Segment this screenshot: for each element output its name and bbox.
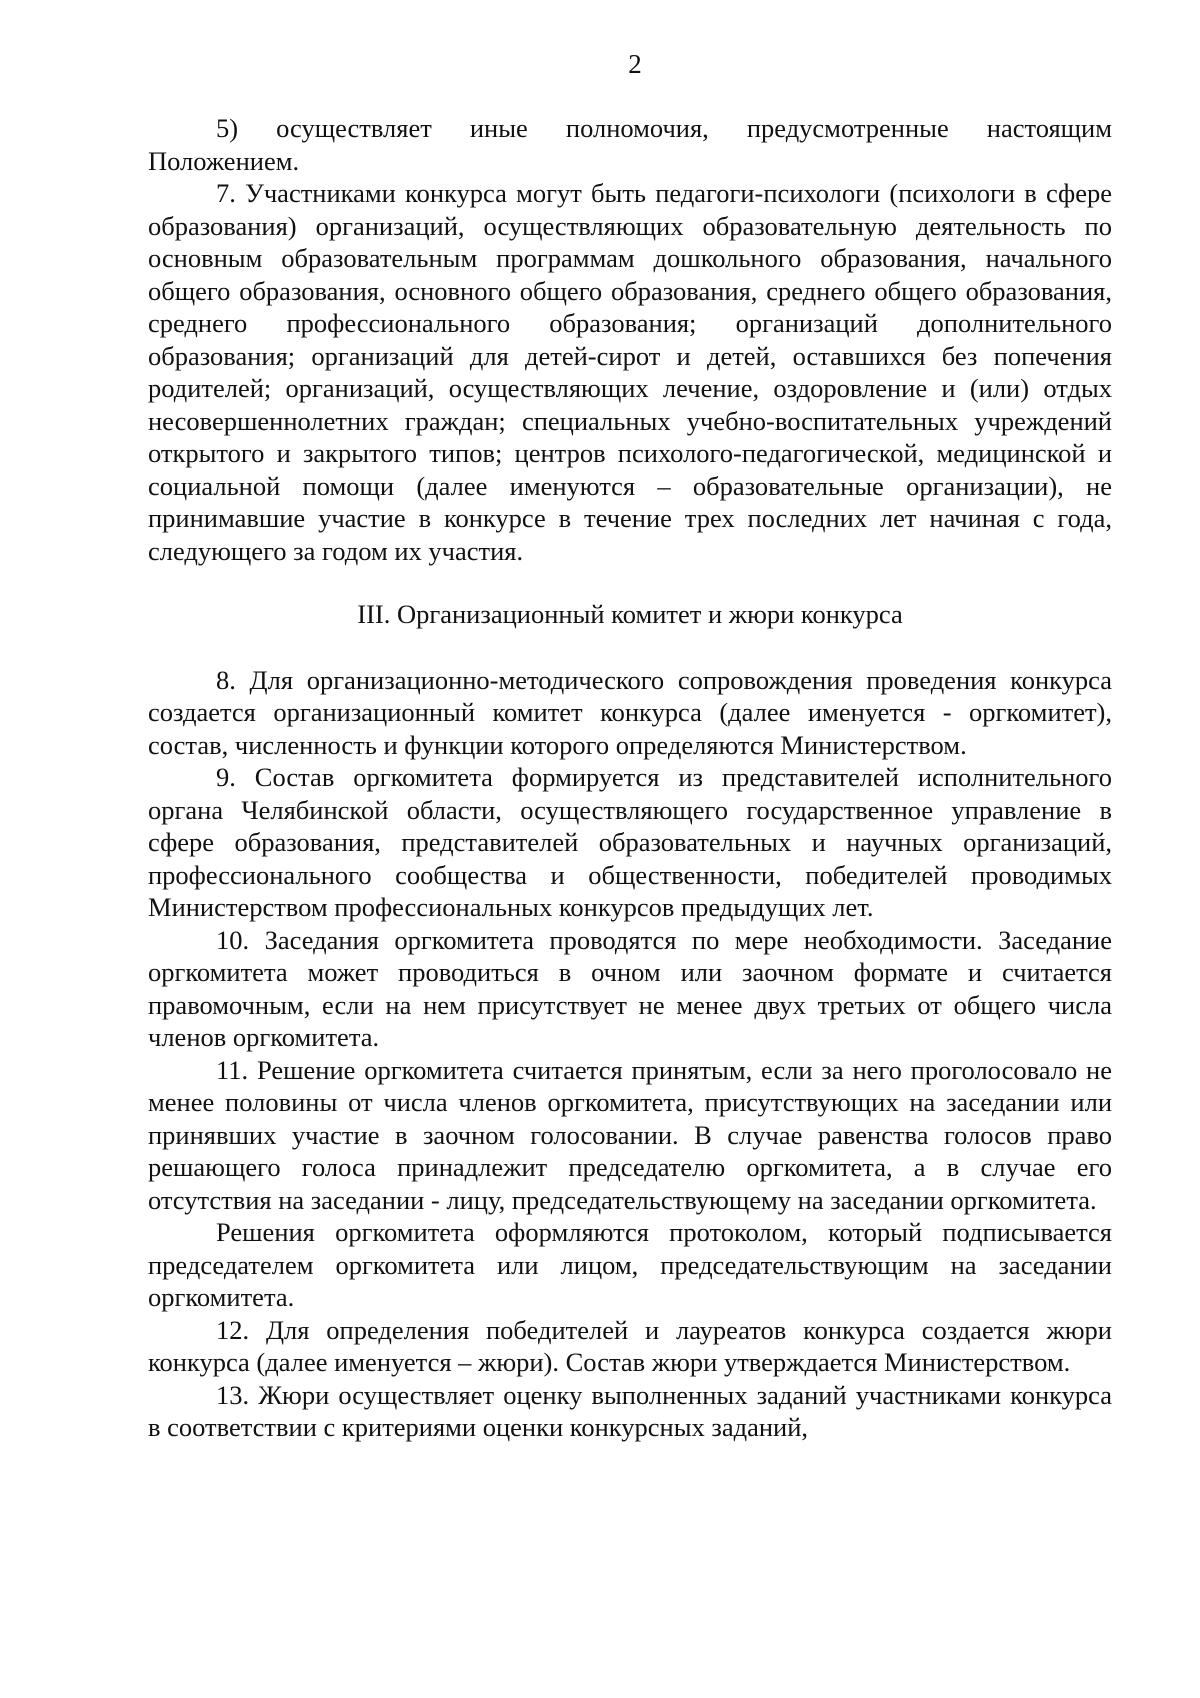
paragraph-decisions-protocol: Решения оргкомитета оформляются протоколом, который подписывается председателем оргкомитета или лицом, председательствующим на заседании оргкомитета. <box>148 1217 1112 1312</box>
section-heading: III. Организационный комитет и жюри конкурса <box>357 599 903 629</box>
page-number: 2 <box>628 49 642 79</box>
paragraph-item-12: 12. Для определения победителей и лауреатов конкурса создается жюри конкурса (далее именуется – жюри). Состав жюри утверждается Министерством. <box>148 1314 1112 1377</box>
paragraph-item-9: 9. Состав оргкомитета формируется из представителей исполнительного органа Челябинской области, осуществляющего государственное управление в сфере образования, представителей образовательных и научных организаций, профессионального сообщества и общественности, победителей проводимых Министерством профессиональных конкурсов предыдущих лет. <box>148 762 1112 922</box>
paragraph-item-7: 7. Участниками конкурса могут быть педагоги-психологи (психологи в сфере образования) организаций, осуществляющих образовательную деятельность по основным образовательным программам дошкольного образования, начального общего образования, основного общего образования, среднего общего образования, среднего профессионального образования; организаций дополнительного образования; организаций для детей-сирот и детей, оставшихся без попечения родителей; организаций, осуществляющих лечение, оздоровление и (или) отдых несовершеннолетних граждан; специальных учебно-воспитательных учреждений открытого и закрытого типов; центров психолого-педагогической, медицинской и социальной помощи (далее именуются – образовательные организации), не принимавшие участие в конкурсе в течение трех последних лет начиная с года, следующего за годом их участия. <box>148 178 1112 566</box>
paragraph-item-5: 5) осуществляет иные полномочия, предусмотренные настоящим Положением. <box>148 113 1112 176</box>
paragraph-item-11: 11. Решение оргкомитета считается принятым, если за него проголосовало не менее половины от числа членов оргкомитета, присутствующих на заседании или принявших участие в заочном голосовании. В случае равенства голосов право решающего голоса принадлежит председателю оргкомитета, а в случае его отсутствия на заседании - лицу, председательствующему на заседании оргкомитета. <box>148 1054 1112 1215</box>
paragraph-item-10: 10. Заседания оргкомитета проводятся по мере необходимости. Заседание оргкомитета может проводиться в очном или заочном формате и считается правомочным, если на нем присутствует не менее двух третьих от общего числа членов оргкомитета. <box>148 924 1112 1052</box>
paragraph-item-13: 13. Жюри осуществляет оценку выполненных заданий участниками конкурса в соответствии с критериями оценки конкурсных заданий, <box>148 1379 1112 1442</box>
document-body <box>148 112 1112 1444</box>
paragraph-item-8: 8. Для организационно-методического сопровождения проведения конкурса создается организационный комитет конкурса (далее именуется - оргкомитет), состав, численность и функции которого определяются Министерством. <box>148 664 1112 760</box>
